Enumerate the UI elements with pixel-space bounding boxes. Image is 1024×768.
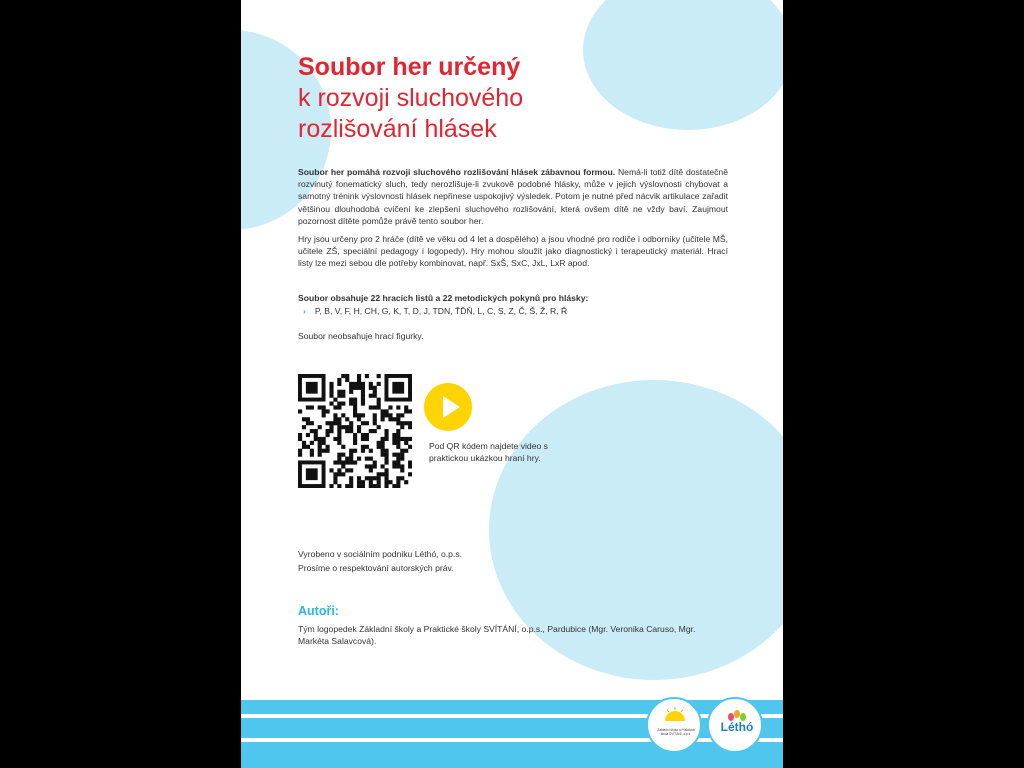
footer-stripes [241,700,783,768]
intro-rest: Nemá-li totiž dítě dostatečně rozvinutý fonematický sluch, tedy nerozlišuje-li zvukově podobné hlásky, může v jejich výslovnosti chybovat a samotný trénink výslovnosti hlásek nepřinese uspokojivý výsledek. Potom je nutné před nácvik artikulace zařadit většinou dlouhodobá cvičení ke zlepšení sluchového rozlišování, která ovšem dítě ne vždy baví. Zaujmout pozornost dítěte pomůže právě tento soubor her. [298,167,728,226]
chevron-right-icon: › [303,306,306,316]
authors-text: Tým logopedek Základní školy a Praktické školy SVÍTÁNÍ, o.p.s., Pardubice (Mgr. Veronika Caruso, Mgr. Markéta Salavcová). [298,624,696,646]
made-line-2: Prosíme o respektování autorských práv. [298,563,454,573]
qr-code[interactable] [298,374,412,488]
letho-logo [707,697,763,753]
contents-heading: Soubor obsahuje 22 hracích listů a 22 metodických pokynů pro hlásky: [298,293,589,303]
description [298,166,728,276]
players-paragraph: Hry jsou určeny pro 2 hráče (dítě ve věku od 4 let a dospělého) a jsou vhodné pro rodiče i odborníky (učitele MŠ, učitele ZŠ, speciální pedagogy i logopedy). Hry mohou sloužit jako diagnostický i terapeutický materiál. Hrací listy lze mezi sebou dle potřeby kombinovat, např. SxŠ, SxC, JxL, LxR apod. [298,234,728,269]
school-logo [646,697,702,753]
made-line-1: Vyrobeno v sociálním podniku Léthó, o.p.s. [298,549,463,559]
authors-heading: Autoři: [298,604,339,618]
production-note [298,547,462,575]
play-icon[interactable] [424,383,472,431]
qr-caption: Pod QR kódem najdete video s praktickou ukázkou hraní hry. [429,441,548,463]
page-title [298,52,738,145]
title-line-2: k rozvoji sluchového [298,84,524,112]
intro-paragraph [298,166,728,227]
title-line-3: rozlišování hlásek [298,115,497,143]
sounds-list: P, B, V, F, H, CH, G, K, T, D, J, TDN, ŤĎŇ, L, C, S, Z, Č, Š, Ž, R, Ř [314,306,568,316]
sun-icon [663,707,687,721]
list-item [303,306,728,316]
intro-bold: Soubor her pomáhá rozvoji sluchového rozlišování hlásek zábavnou formou. [298,167,616,177]
school-logo-text: Základní škola a Praktická škola SVÍTÁNÍ, o.p.s. [657,728,695,736]
title-line-1: Soubor her určený [298,53,521,81]
letho-logo-text: Léthó [720,720,754,734]
no-figures-note: Soubor neobsahuje hrací figurky. [298,331,424,341]
document-page [241,0,783,768]
